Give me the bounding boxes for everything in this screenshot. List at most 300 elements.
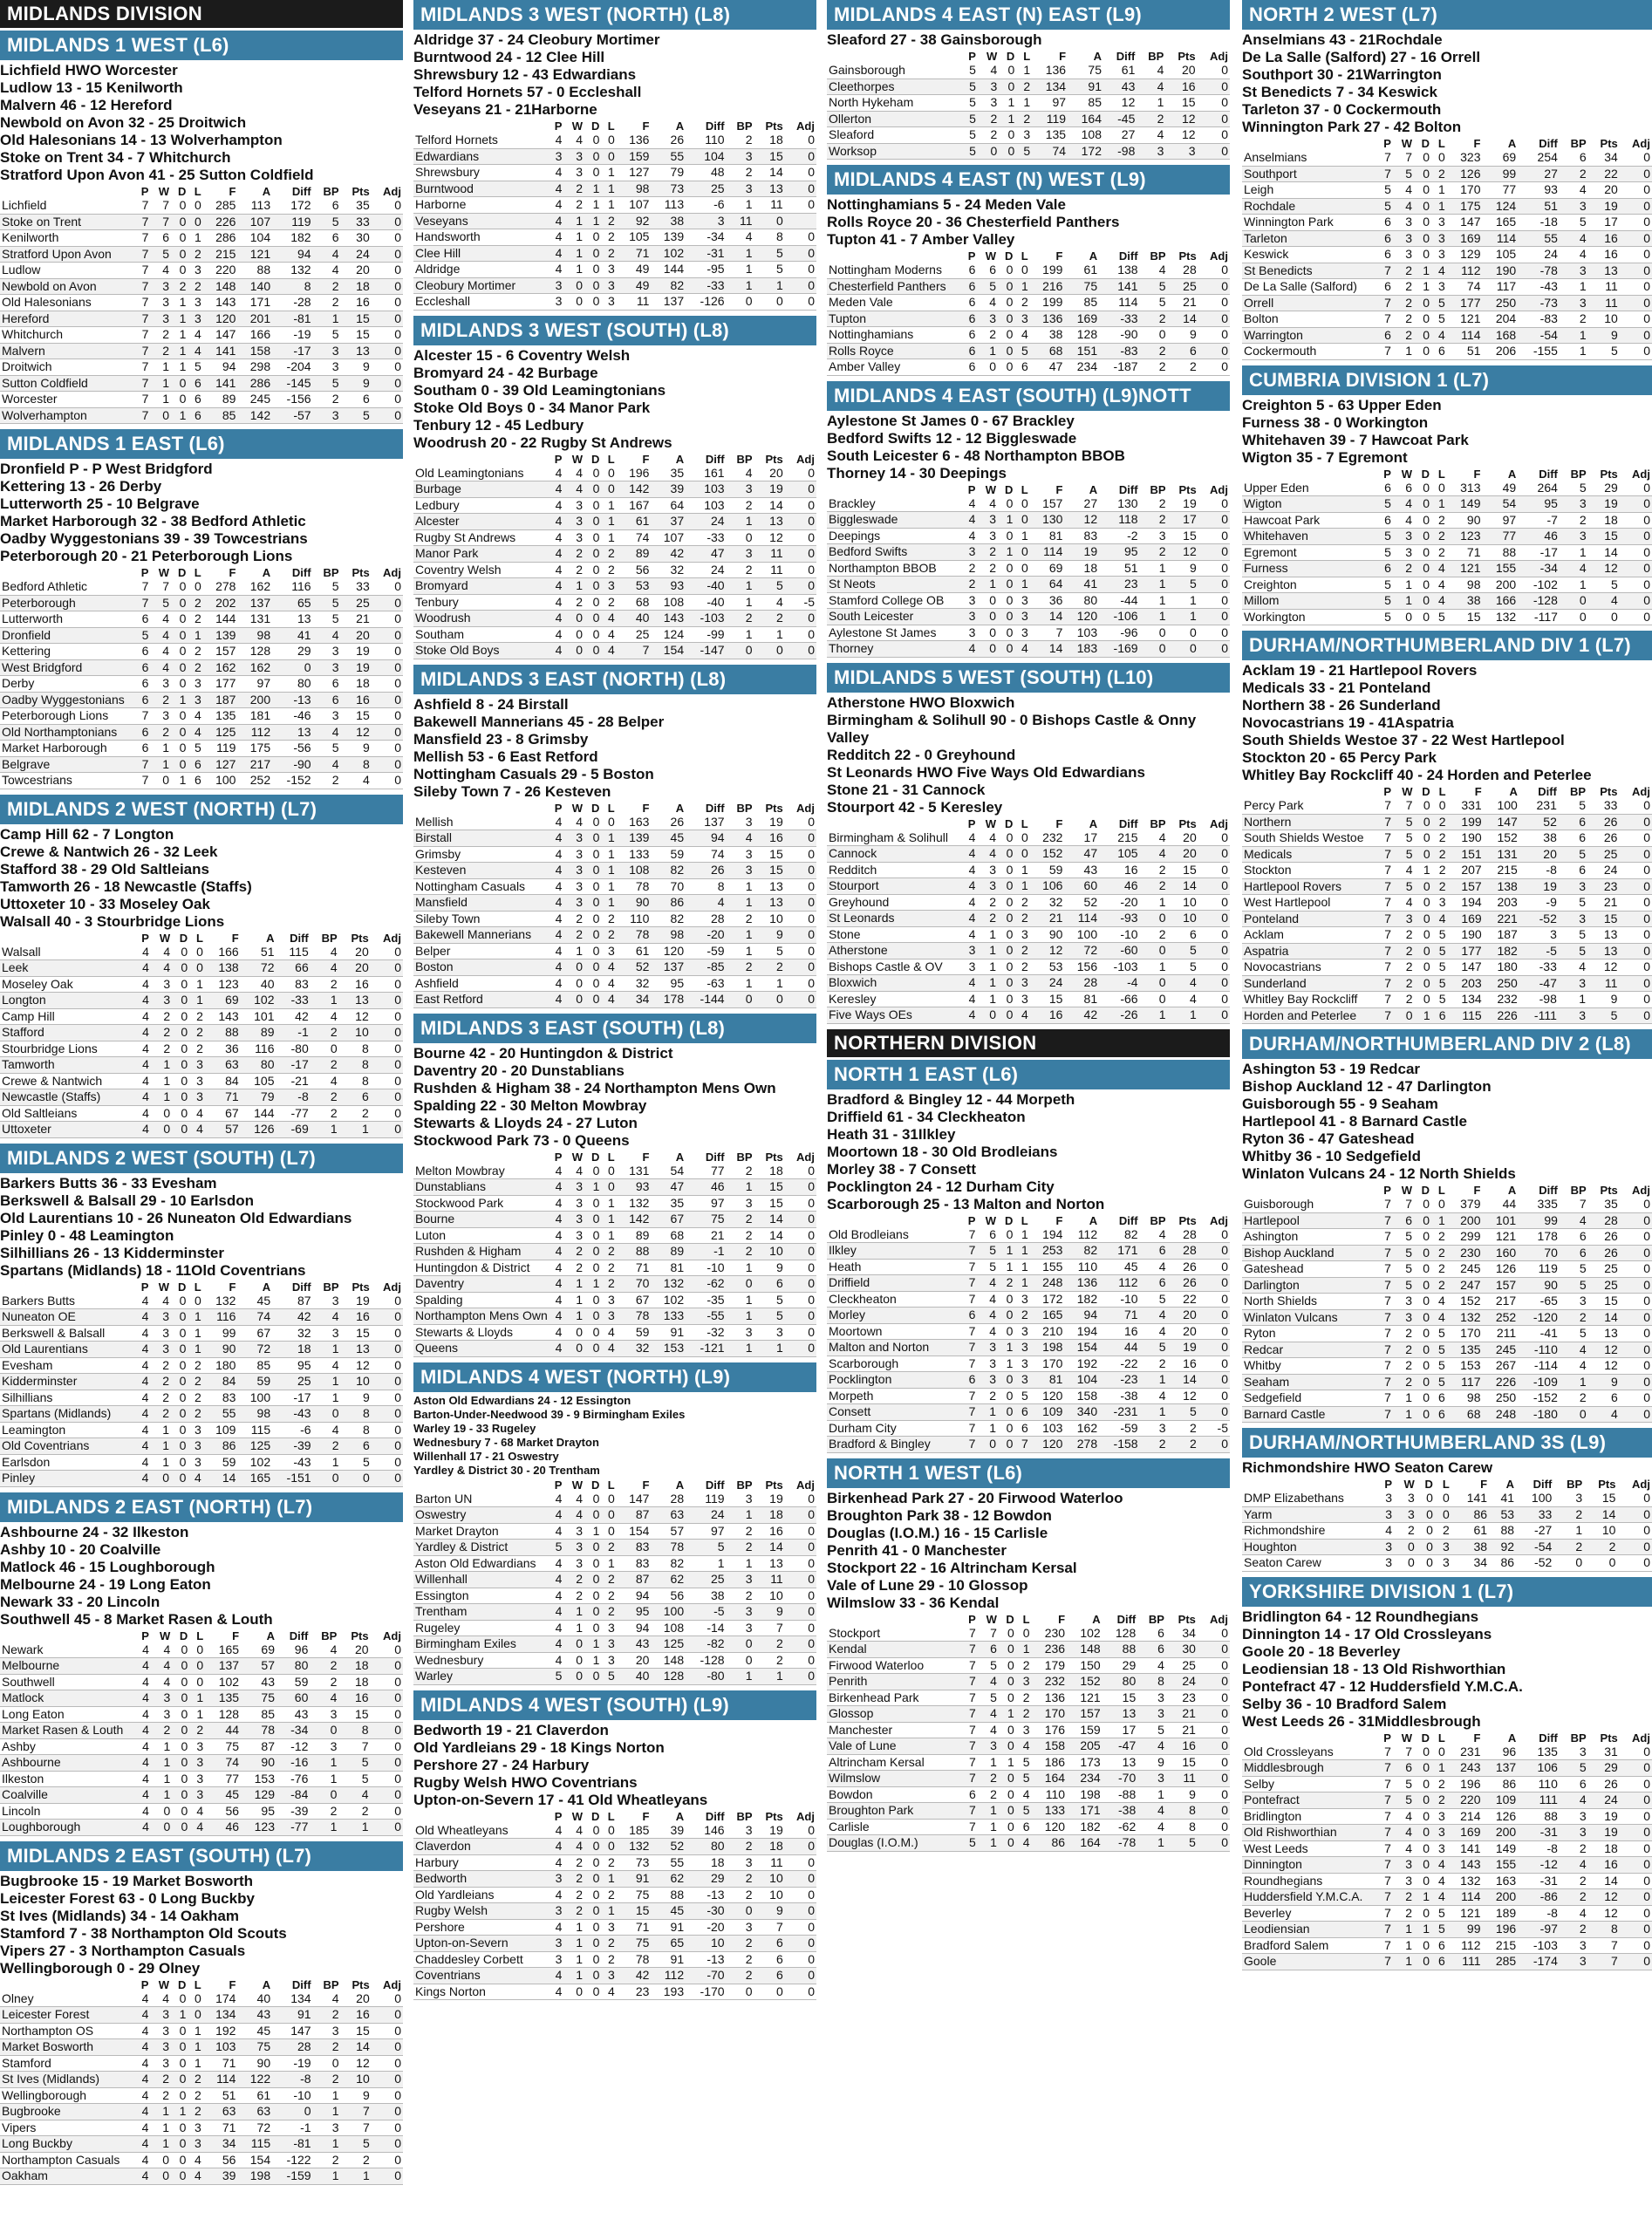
table-row — [0, 1471, 403, 1487]
stat-cell: 1 — [563, 1936, 584, 1952]
stat-cell: 4 — [150, 611, 171, 628]
stat-cell: 2 — [563, 911, 584, 927]
column-header: Adj — [1632, 1478, 1650, 1491]
stat-cell: 0 — [172, 1642, 189, 1658]
stat-cell: 2 — [727, 133, 754, 148]
stat-cell: -95 — [686, 262, 726, 278]
stat-cell: 12 — [1064, 512, 1099, 529]
stat-cell: 7 — [1376, 1745, 1393, 1760]
stat-cell: 1 — [727, 975, 754, 992]
stat-cell: 131 — [237, 611, 272, 628]
stat-cell: 0 — [372, 2023, 403, 2039]
stat-cell: -33 — [1099, 311, 1139, 327]
stat-cell: 2 — [188, 278, 202, 295]
stat-cell: 2 — [188, 1357, 202, 1374]
stat-cell: 4 — [134, 1422, 150, 1438]
stat-cell: -110 — [1518, 1342, 1560, 1358]
stat-cell: 3 — [1376, 1555, 1394, 1572]
stat-cell: 4 — [188, 343, 202, 359]
stat-cell: 0 — [1620, 1922, 1652, 1938]
stat-cell: 4 — [134, 1771, 151, 1787]
stat-cell: 6 — [188, 392, 202, 408]
column-header: Diff — [291, 185, 311, 198]
stat-cell: 0 — [171, 1342, 188, 1358]
table-row — [0, 214, 403, 230]
stat-cell: 4 — [1431, 1857, 1447, 1874]
column-header: Adj — [1210, 482, 1228, 496]
stat-cell: 0 — [584, 1620, 601, 1636]
stat-cell: -27 — [1516, 1523, 1553, 1540]
table-row — [413, 148, 816, 165]
stat-cell: 36 — [1030, 592, 1065, 609]
stat-cell: 4 — [150, 1991, 171, 2007]
column-header: BP — [323, 566, 339, 579]
stat-cell: 5 — [1431, 1922, 1447, 1938]
table-header-row — [413, 1151, 816, 1164]
stat-cell: 178 — [651, 992, 686, 1008]
stat-cell: 11 — [1588, 279, 1620, 296]
result-line: Birkenhead Park 27 - 20 Firwood Waterloo — [827, 1489, 1123, 1506]
stat-cell: 132 — [272, 263, 312, 279]
stat-cell: 0 — [584, 165, 601, 181]
stat-cell: -26 — [1099, 1007, 1139, 1024]
stat-cell: 0 — [727, 992, 754, 1008]
stat-cell: 91 — [617, 1871, 652, 1888]
stat-cell: 3 — [727, 1572, 754, 1588]
stat-cell: 3 — [601, 294, 616, 311]
stat-cell: 4 — [313, 1991, 341, 2007]
team-name: Ryton — [1242, 1326, 1376, 1342]
stat-cell: 3 — [188, 1454, 202, 1471]
table-row — [1242, 1390, 1652, 1407]
stat-cell: 0 — [785, 1164, 816, 1179]
stat-cell: 1 — [1560, 544, 1588, 561]
stat-cell: 19 — [1588, 198, 1620, 215]
stat-cell: 9 — [1166, 1786, 1198, 1803]
stat-cell: 0 — [172, 1025, 189, 1041]
stat-cell: 2 — [150, 1406, 171, 1423]
stat-cell: 4 — [134, 1991, 150, 2007]
team-name: Redditch — [827, 862, 961, 878]
stat-cell: 0 — [563, 1669, 584, 1685]
table-header-row — [827, 50, 1230, 63]
stat-cell: 0 — [372, 1454, 403, 1471]
stat-cell: 175 — [237, 741, 272, 757]
stat-cell: 1 — [754, 277, 785, 294]
stat-cell: 88 — [617, 1244, 652, 1260]
column-header: Pts — [765, 452, 783, 466]
column-header: A — [1509, 785, 1518, 798]
stat-cell: 105 — [617, 229, 652, 246]
stat-cell: 1 — [1431, 1760, 1447, 1777]
stat-cell: 4 — [134, 1073, 151, 1089]
stat-cell: 15 — [341, 2023, 372, 2039]
stat-cell: 0 — [999, 1626, 1016, 1642]
stat-cell: 2 — [998, 1275, 1014, 1292]
stat-cell: 0 — [584, 1604, 601, 1621]
stat-cell: 0 — [372, 708, 403, 725]
stat-cell: 5 — [1393, 1261, 1414, 1278]
stat-cell: 5 — [754, 262, 785, 278]
stat-cell: 125 — [237, 1438, 272, 1455]
stat-cell: 16 — [1099, 862, 1139, 878]
stat-cell: 9 — [754, 1604, 785, 1621]
stat-cell: 144 — [241, 1105, 276, 1122]
stat-cell: 5 — [1016, 1754, 1032, 1771]
stat-cell: 0 — [371, 1057, 403, 1074]
stat-cell: 0 — [1414, 1857, 1431, 1874]
column-header: Diff — [705, 1150, 725, 1164]
stat-cell: 3 — [150, 2007, 171, 2024]
result-line: Thorney 14 - 30 Deepings — [827, 464, 1007, 481]
stat-cell: 24 — [686, 514, 726, 530]
stat-cell: 1 — [998, 512, 1014, 529]
results-list — [413, 1043, 816, 1150]
table-row — [0, 1771, 403, 1787]
stat-cell: 4 — [548, 1507, 563, 1524]
stat-cell: 0 — [172, 976, 189, 993]
stat-cell: 0 — [1620, 1342, 1652, 1358]
stat-cell: 166 — [1483, 593, 1519, 610]
stat-cell: 10 — [754, 1871, 785, 1888]
stat-cell: 0 — [151, 1803, 172, 1820]
column-header: A — [675, 452, 685, 466]
table-row — [413, 294, 816, 311]
stat-cell: 74 — [237, 1309, 272, 1326]
stat-cell: 98 — [237, 627, 272, 644]
league-title: MIDLANDS 3 EAST (SOUTH) (L8) — [413, 1014, 816, 1043]
stat-cell: 15 — [617, 1903, 652, 1920]
stat-cell: 7 — [1376, 1342, 1393, 1358]
stat-cell: 57 — [651, 1523, 686, 1540]
stat-cell: 3 — [313, 1294, 341, 1309]
stat-cell: 0 — [1414, 150, 1431, 166]
stat-cell: 105 — [1099, 846, 1139, 863]
table-row — [1242, 1358, 1652, 1375]
stat-cell: 0 — [189, 1674, 205, 1690]
stat-cell: 4 — [1431, 577, 1447, 593]
team-name: Claverdon — [413, 1839, 548, 1855]
table-row — [827, 1340, 1230, 1356]
stat-cell: 0 — [584, 1887, 601, 1903]
column-header: L — [1437, 467, 1445, 481]
stat-cell: 25 — [1168, 278, 1198, 295]
stat-cell: 30 — [341, 230, 372, 247]
table-row — [827, 127, 1230, 144]
league-table — [413, 453, 816, 659]
stat-cell: 0 — [785, 1871, 816, 1888]
stat-cell: 3 — [686, 213, 726, 229]
stat-cell: 1 — [1140, 959, 1168, 975]
team-name: Whitley Bay Rockcliff — [1242, 992, 1376, 1008]
stat-cell: 5 — [1560, 1261, 1588, 1278]
column-header — [827, 1613, 961, 1626]
stat-cell: 2 — [150, 1374, 171, 1390]
stat-cell: -103 — [1518, 1937, 1560, 1954]
stat-cell: 19 — [1064, 544, 1099, 561]
stat-cell: 120 — [1030, 1388, 1065, 1404]
column-header: D — [591, 120, 600, 133]
table-row — [413, 1968, 816, 1984]
table-header-row — [0, 566, 403, 579]
stat-cell: 8 — [341, 1422, 372, 1438]
stat-cell: -31 — [686, 245, 726, 262]
stat-cell: 0 — [1620, 1374, 1652, 1390]
result-line: Redditch 22 - 0 Greyhound — [827, 746, 1016, 763]
stat-cell: 1 — [171, 327, 188, 344]
stat-cell: 15 — [1588, 1294, 1620, 1310]
stat-cell: 5 — [961, 143, 978, 160]
stat-cell: 6 — [341, 392, 372, 408]
stat-cell: 0 — [998, 592, 1014, 609]
team-name: Ilkeston — [0, 1771, 134, 1787]
stat-cell: 3 — [563, 148, 584, 165]
stat-cell: 4 — [188, 2152, 202, 2168]
stat-cell: 3 — [1393, 1873, 1414, 1889]
stat-cell: -22 — [1099, 1356, 1139, 1372]
stat-cell: 0 — [372, 327, 403, 344]
column-header: F — [232, 1629, 240, 1642]
stat-cell: 331 — [1448, 798, 1484, 814]
team-name: Southwell — [0, 1674, 134, 1690]
stat-cell: 125 — [203, 724, 238, 741]
table-row — [413, 1308, 816, 1325]
stat-cell: 0 — [785, 992, 816, 1008]
column-3 — [827, 0, 1230, 1857]
stat-cell: 28 — [1168, 1227, 1198, 1243]
stat-cell: -96 — [1099, 625, 1139, 641]
stat-cell: 1 — [584, 1652, 601, 1669]
column-header: Diff — [1118, 249, 1138, 263]
stat-cell: 0 — [785, 529, 816, 546]
result-line: Nottinghamians 5 - 24 Meden Vale — [827, 196, 1066, 213]
team-name: Belper — [413, 943, 548, 959]
stat-cell: 139 — [651, 229, 686, 246]
stat-cell: 0 — [1198, 1626, 1230, 1642]
column-header: BP — [1148, 50, 1164, 63]
stat-cell: 36 — [205, 1041, 241, 1057]
stat-cell: 2 — [1014, 911, 1029, 927]
stat-cell: 1 — [1140, 592, 1168, 609]
stat-cell: 83 — [203, 1390, 238, 1406]
stat-cell: 3 — [1553, 1491, 1584, 1506]
stat-cell: 3 — [727, 1604, 754, 1621]
stat-cell: 1 — [171, 2007, 188, 2024]
stat-cell: -16 — [276, 1755, 310, 1772]
team-name: Millom — [1242, 593, 1376, 610]
stat-cell: 16 — [1588, 230, 1620, 247]
stat-cell: 247 — [1447, 1277, 1483, 1294]
stat-cell: 0 — [998, 1437, 1014, 1453]
stat-cell: 3 — [727, 1324, 754, 1341]
column-header: F — [1055, 482, 1063, 496]
stat-cell: 0 — [998, 1007, 1014, 1024]
stat-cell: 0 — [1198, 263, 1230, 278]
stat-cell: 6 — [134, 741, 150, 757]
stat-cell: 5 — [754, 1308, 785, 1325]
stat-cell: 198 — [1067, 1786, 1102, 1803]
stat-cell: 55 — [651, 1854, 686, 1871]
stat-cell: 4 — [134, 1803, 151, 1820]
stat-cell: 0 — [785, 815, 816, 830]
table-row — [0, 644, 403, 660]
stat-cell: 3 — [310, 1706, 338, 1723]
stat-cell: 0 — [785, 1854, 816, 1871]
stat-cell: 4 — [548, 846, 563, 863]
stat-cell: 5 — [1559, 927, 1587, 944]
stat-cell: 5 — [1560, 481, 1588, 496]
stat-cell: 0 — [1415, 814, 1432, 830]
stat-cell: 4 — [134, 1706, 151, 1723]
team-name: Brackley — [827, 496, 961, 512]
stat-cell: 38 — [1519, 830, 1559, 847]
stat-cell: 2 — [150, 327, 171, 344]
column-header: Diff — [1539, 467, 1558, 481]
stat-cell: 0 — [1432, 798, 1448, 814]
team-name: Towcestrians — [0, 773, 134, 789]
stat-cell: 2 — [1168, 359, 1198, 376]
column-header: Adj — [1210, 1612, 1228, 1626]
team-name: Hartlepool Rovers — [1242, 878, 1376, 895]
column-header: Pts — [1600, 137, 1618, 150]
stat-cell: -32 — [686, 1324, 726, 1341]
result-line: Guisborough 55 - 9 Seaham — [1242, 1096, 1438, 1112]
column-header: BP — [1150, 1213, 1166, 1227]
stat-cell: 313 — [1447, 481, 1483, 496]
stat-cell: 62 — [651, 1572, 686, 1588]
stat-cell: 182 — [1064, 1291, 1099, 1308]
stat-cell: 0 — [310, 1723, 338, 1739]
table-row — [1242, 311, 1652, 328]
stat-cell: 0 — [171, 1422, 188, 1438]
stat-cell: 14 — [754, 1540, 785, 1556]
stat-cell: 3 — [601, 1620, 616, 1636]
stat-cell: 4 — [313, 1357, 341, 1374]
stat-cell: -80 — [276, 1041, 310, 1057]
stat-cell: 5 — [978, 1690, 999, 1706]
stat-cell: 17 — [1588, 215, 1620, 231]
stat-cell: -1 — [276, 1025, 310, 1041]
stat-cell: 71 — [617, 1919, 652, 1936]
column-header: L — [196, 1629, 204, 1642]
stat-cell: 4 — [134, 1690, 151, 1707]
stat-cell: -34 — [276, 1723, 310, 1739]
stat-cell: 45 — [651, 1903, 686, 1920]
stat-cell: 4 — [1560, 1793, 1588, 1809]
team-name: Kings Norton — [413, 1984, 548, 2000]
stat-cell: 56 — [651, 1588, 686, 1604]
stat-cell: 231 — [1447, 1745, 1483, 1760]
column-header: Diff — [1539, 137, 1558, 150]
result-line: Pocklington 24 - 12 Durham City — [827, 1178, 1055, 1195]
stat-cell: 155 — [1483, 561, 1519, 577]
stat-cell: 0 — [1617, 1506, 1652, 1523]
stat-cell: 4 — [134, 1406, 150, 1423]
stat-cell: 1 — [999, 1754, 1016, 1771]
team-name: Derby — [0, 676, 134, 693]
stat-cell: 3 — [188, 311, 202, 327]
stat-cell: 0 — [1198, 846, 1230, 863]
stat-cell: 6 — [961, 263, 977, 278]
results-list — [0, 60, 403, 184]
stat-cell: 20 — [341, 627, 372, 644]
stat-cell: 2 — [601, 1540, 616, 1556]
stat-cell: 32 — [272, 1325, 312, 1342]
table-row — [1242, 863, 1652, 879]
team-name: Deepings — [827, 528, 961, 544]
stat-cell: 6 — [1559, 814, 1587, 830]
stat-cell: 24 — [1166, 1674, 1198, 1690]
team-name: Huntingdon & District — [413, 1260, 548, 1276]
column-header: P — [554, 452, 563, 466]
stat-cell: 226 — [203, 214, 238, 230]
stat-cell: 23 — [1099, 577, 1139, 593]
stat-cell: 57 — [205, 1122, 241, 1138]
stat-cell: 3 — [1560, 263, 1588, 279]
table-row — [0, 2168, 403, 2185]
stat-cell: 94 — [686, 830, 726, 847]
stat-cell: 85 — [203, 407, 238, 424]
column-header: Diff — [1116, 50, 1136, 63]
stat-cell: 0 — [584, 1919, 601, 1936]
stat-cell: 1 — [1140, 609, 1168, 625]
stat-cell: 7 — [1376, 1229, 1393, 1246]
stat-cell: 104 — [686, 148, 726, 165]
stat-cell: 215 — [1484, 863, 1519, 879]
stat-cell: 3 — [548, 277, 563, 294]
stat-cell: 5 — [754, 245, 785, 262]
result-line: Wellingborough 0 - 29 Olney — [0, 1959, 201, 1977]
stat-cell: -120 — [1518, 1309, 1560, 1326]
stat-cell: 203 — [1448, 975, 1484, 992]
stat-cell: 2 — [1431, 544, 1447, 561]
team-name: Northern — [1242, 814, 1376, 830]
stat-cell: 9 — [754, 1903, 785, 1920]
stat-cell: 0 — [372, 246, 403, 263]
stat-cell: -114 — [1518, 1358, 1560, 1375]
stat-cell: 67 — [617, 1292, 652, 1308]
stat-cell: 134 — [203, 2007, 238, 2024]
stat-cell: 15 — [1030, 991, 1065, 1007]
stat-cell: 80 — [272, 676, 312, 693]
stat-cell: 98 — [237, 1406, 272, 1423]
stat-cell: 0 — [372, 1406, 403, 1423]
column-header: Diff — [705, 1478, 725, 1492]
stat-cell: 6 — [961, 1308, 977, 1324]
stat-cell: 171 — [1067, 1803, 1102, 1820]
table-row — [827, 862, 1230, 878]
stat-cell: 12 — [341, 1357, 372, 1374]
stat-cell: 124 — [1483, 198, 1519, 215]
team-name: Birmingham & Solihull — [827, 830, 961, 846]
stat-cell: 0 — [998, 846, 1014, 863]
stat-cell: 5 — [754, 943, 785, 959]
stat-cell: 42 — [617, 1968, 652, 1984]
column-header: W — [985, 249, 996, 263]
stat-cell: 15 — [1587, 911, 1619, 927]
stat-cell: 0 — [188, 2007, 202, 2024]
column-header: W — [571, 1150, 583, 1164]
stat-cell: 0 — [171, 1325, 188, 1342]
results-list — [827, 1488, 1230, 1612]
column-header: BP — [321, 931, 338, 945]
stat-cell: 128 — [651, 1669, 686, 1685]
stat-cell: 18 — [338, 1674, 370, 1690]
team-name: Bolton — [1242, 311, 1376, 328]
table-row — [827, 1771, 1230, 1787]
stat-cell: 4 — [548, 245, 563, 262]
stat-cell: 137 — [1483, 1760, 1519, 1777]
